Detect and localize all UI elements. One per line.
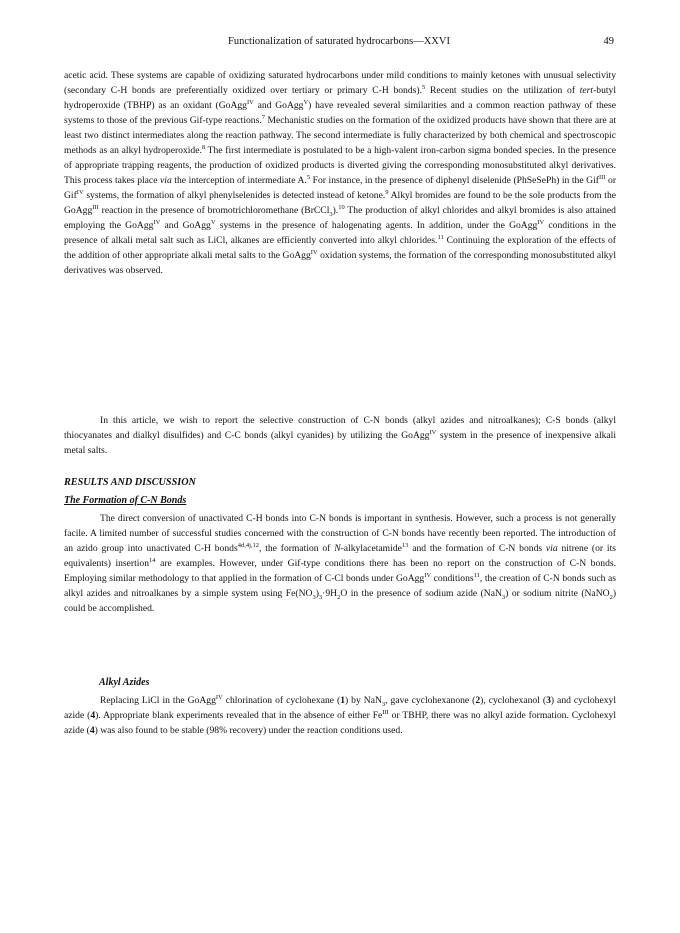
page-number: 49 (603, 36, 614, 47)
running-title: Functionalization of saturated hydrocarbons—XXVI (228, 36, 450, 47)
running-header (64, 36, 614, 50)
paragraph-alkyl-azides (64, 693, 616, 738)
paragraph-4: Replacing LiCl in the GoAgg$^{IV}$ chlorination of cyclohexane (1) by NaN$_3$, gave cyclohexanone (2), cyclohexanol (3) and cyclohexyl azide (4). Appropriate blank experiments revealed that in the absence of either $Fe^{III}$ or TBHP, there was no alkyl azide formation. Cyclohexyl azide (4) was also found to be stable (98% recovery) under the reaction conditions used. (64, 693, 616, 736)
paragraph-article-aim (64, 413, 616, 458)
paragraph-3: The direct conversion of unactivated C-H bonds into C-N bonds is important in synthesis. However, such a process is not generally facile. A limited number of successful studies concerned with the construction of C-N bonds have recently been reported. The introduction of an azido group into unactivated C-H bonds$^{4d,4j,12}$, the formation of N-alkylacetamide$^{13}$ and the formation of C-N bonds via nitrene (or its equivalents) insertion$^{14}$ are examples. However, under Gif-type conditions there has been no report on the construction of C-N bonds. Employing similar methodology to that applied in the formation of C-Cl bonds under GoAgg$^{IV}$ conditions$^{11}$, the creation of C-N bonds such as alkyl azides and nitroalkanes by a simple system using $Fe(NO_3)_3\cdot 9H_2O$ in the presence of sodium azide (NaN$_3$) or sodium nitrite (NaNO$_2$) could be accomplished. (64, 513, 617, 614)
section-heading-results: RESULTS AND DISCUSSION (64, 477, 196, 488)
paragraph-2: In this article, we wish to report the selective construction of C-N bonds (alkyl azides and nitroalkanes); C-S bonds (alkyl thiocyanates and dialkyl disulfides) and C-C bonds (alkyl cyanides) by utilizing the GoAgg$^{IV}$ system in the presence of inexpensive alkali metal salts. (64, 415, 616, 456)
paragraph-intro-continued (64, 68, 616, 278)
paragraph-1: acetic acid. These systems are capable of oxidizing saturated hydrocarbons under mild conditions to mainly ketones with unusual selectivity (secondary C-H bonds are preferentially oxidized over tertiary or primary C-H bonds).$^5$ Recent studies on the utilization of tert-butyl hydroperoxide (TBHP) as an oxidant (GoAgg$^{IV}$ and GoAgg$^V$) have revealed several similarities and a common reaction pathway of these systems to those of the previous Gif-type reactions.$^7$ Mechanistic studies on the formation of the oxidized products have shown that there are at least two distinct intermediates along the reaction pathway. The second intermediate is fully characterized by both chemical and spectroscopic methods as an alkyl hydroperoxide.$^8$ The first intermediate is postulated to be a high-valent iron-carbon sigma bonded species. In the presence of appropriate trapping reagents, the production of oxidized products is diverted giving the corresponding monosubstituted alkyl derivatives. This process takes place via the interception of intermediate A.$^5$ For instance, in the presence of diphenyl diselenide (PhSeSePh) in the Gif$^{III}$ or Gif$^{IV}$ systems, the formation of alkyl phenylselenides is detected instead of ketone.$^9$ Alkyl bromides are found to be the sole products from the GoAgg$^{III}$ reaction in the presence of bromotrichloromethane (BrCCl$_3$).$^{10}$ The production of alkyl chlorides and alkyl bromides is also attained employing the GoAgg$^{IV}$ and GoAgg$^V$ systems in the presence of halogenating agents. In addition, under the GoAgg$^{IV}$ conditions in the presence of alkali metal salt such as LiCl, alkanes are efficiently converted into alkyl chlorides.$^{11}$ Continuing the exploration of the effects of the addition of other appropriate alkali metal salts to the GoAgg$^{IV}$ oxidation systems, the formation of the corresponding monosubstituted alkyl derivatives was observed. (64, 70, 617, 276)
subsection-heading-cn-bonds: The Formation of C-N Bonds (64, 495, 187, 506)
subsection-heading-alkyl-azides: Alkyl Azides (99, 677, 150, 688)
paragraph-cn-bonds (64, 511, 616, 616)
